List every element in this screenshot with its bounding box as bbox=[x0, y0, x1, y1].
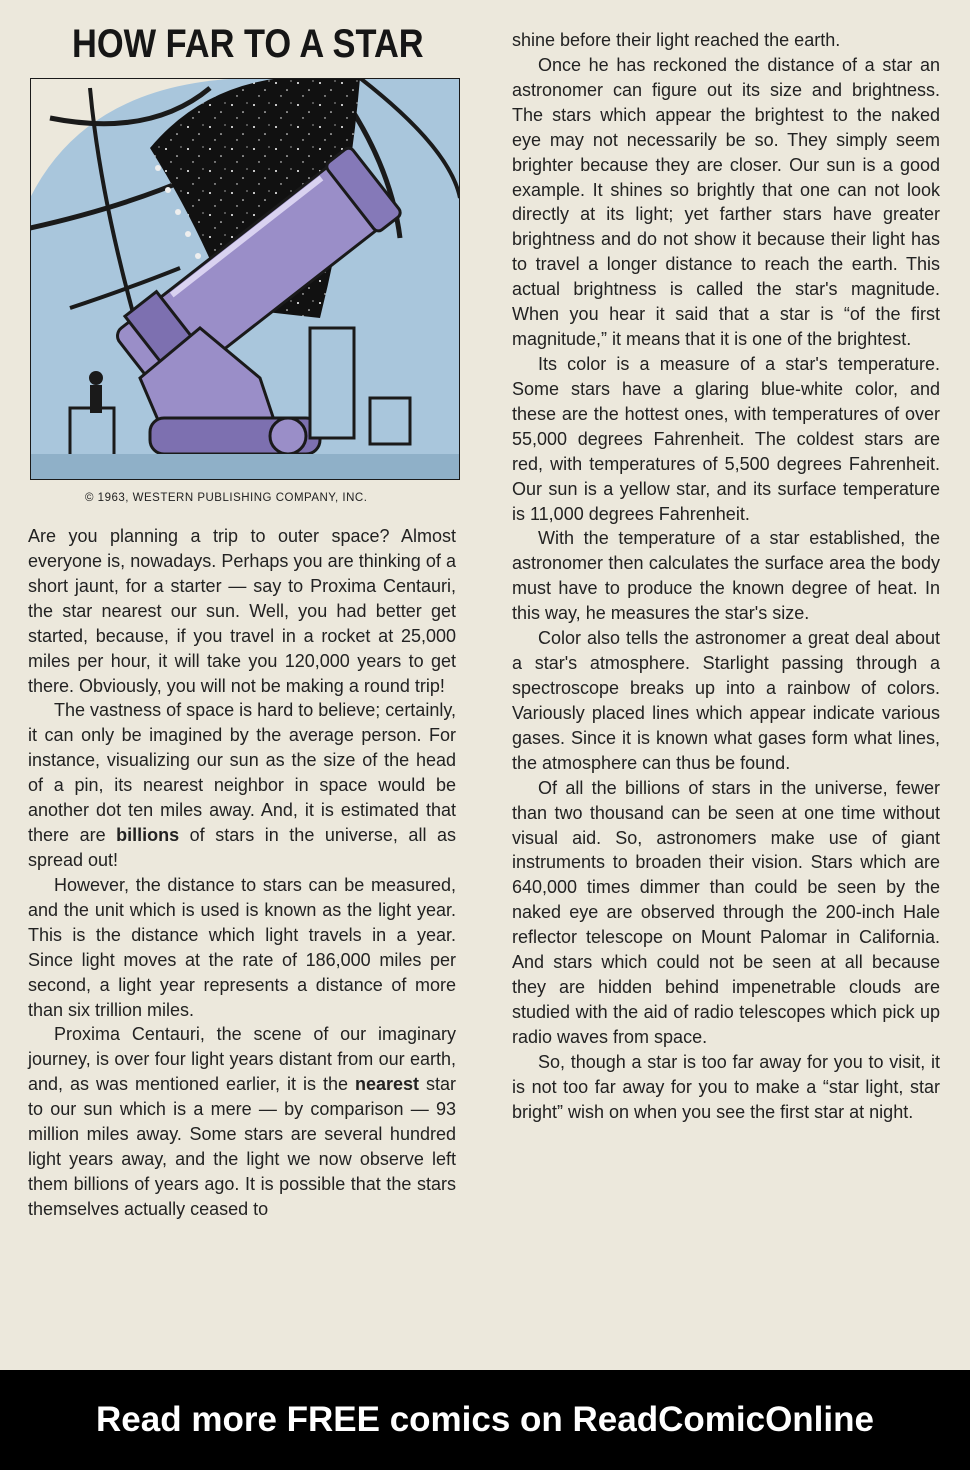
paragraph: So, though a star is too far away for you to visit, it is not too far away for you to make a “star light, star bright” wish on when you see the first star at night. bbox=[512, 1051, 940, 1122]
right-text-column bbox=[512, 28, 940, 1125]
read-more-banner-link[interactable]: Read more FREE comics on ReadComicOnline bbox=[0, 1370, 970, 1470]
left-text-column bbox=[28, 524, 456, 1222]
paragraph: Its color is a measure of a star's temperature. Some stars have a glaring blue-white color, and these are the hottest ones, with temperatures of over 55,000 degrees Fahrenheit. The coldest stars are red, with temperatures of 5,500 degrees Fahrenheit. Our sun is a yellow star, and its surface temperature is 11,000 degrees Fahrenheit. bbox=[512, 353, 940, 524]
paragraph bbox=[28, 698, 456, 872]
text-run: of stars in the universe, all as spread out! bbox=[28, 825, 456, 870]
paragraph: shine before their light reached the earth. bbox=[512, 30, 841, 50]
copyright-caption: © 1963, WESTERN PUBLISHING COMPANY, INC. bbox=[85, 492, 368, 504]
paragraph: Of all the billions of stars in the universe, fewer than two thousand can be seen at one time without visual aid. So, astronomers make use of giant instruments to broaden their vision. Stars which are 640,000 times dimmer than could be seen by the naked eye are observed through the 200-inch Hale reflector telescope on Mount Palomar in California. And stars which could not be seen at all because they are hidden behind impenetrable clouds are studied with the aid of radio telescopes which pick up radio waves from space. bbox=[512, 777, 940, 1047]
bold-text: nearest bbox=[354, 1074, 420, 1095]
text-run: The vastness of space is hard to believe; certainly, it can only be imagined by the average person. For instance, visualizing our sun as the size of the head of a pin, its nearest neighbor in space would be another dot ten miles away. And, it is estimated that there are bbox=[28, 700, 456, 846]
paragraph: With the temperature of a star established, the astronomer then calculates the surface area the body must have to produce the known degree of heat. In this way, he measures the star's size. bbox=[512, 528, 940, 624]
text-run: star to our sun which is a mere — by comparison — 93 million miles away. Some stars are several hundred light years away, and the light we now observe left them billions of years ago. It is possible that the stars themselves actually ceased to bbox=[28, 1074, 456, 1219]
paragraph: However, the distance to stars can be measured, and the unit which is used is known as the light year. This is the distance which light travels in a year. Since light moves at the rate of 186,000 miles per second, a light year represents a distance of more than six trillion miles. bbox=[28, 874, 456, 1020]
paragraph: Are you planning a trip to outer space? Almost everyone is, nowadays. Perhaps you are thinking of a short jaunt, for a starter — say to Proxima Centauri, the star nearest our sun. Well, you had better get started, because, if you travel in a rocket at 25,000 miles per hour, it will take you 120,000 years to get there. Obviously, you will not be making a round trip! bbox=[28, 526, 456, 696]
bold-text: billions bbox=[116, 825, 180, 846]
paragraph: Once he has reckoned the distance of a star an astronomer can figure out its size and brightness. The stars which appear the brightest to the naked eye may not necessarily be so. They simply seem brighter because they are closer. Our sun is a good example. It shines so brightly that one can not look directly at its light; yet farther stars have greater brightness and do not show it because their light has to travel a longer distance to reach the earth. This actual brightness is called the star's magnitude. When you hear it said that a star is “of the first magnitude,” it means that it is one of the brightest. bbox=[512, 54, 940, 350]
paragraph: Color also tells the astronomer a great deal about a star's atmosphere. Starlight passing through a spectroscope breaks up into a rainbow of colors. Variously placed lines which appear indicate various gases. Since it is known what gases form what lines, the atmosphere can thus be found. bbox=[512, 628, 940, 773]
text-run: Proxima Centauri, the scene of our imaginary journey, is over four light years distant from our earth, and, as was mentioned earlier, it is the bbox=[28, 1024, 456, 1095]
observatory-telescope-illustration bbox=[30, 78, 460, 480]
article-title: HOW FAR TO A STAR bbox=[72, 22, 424, 66]
paragraph bbox=[28, 1022, 456, 1221]
